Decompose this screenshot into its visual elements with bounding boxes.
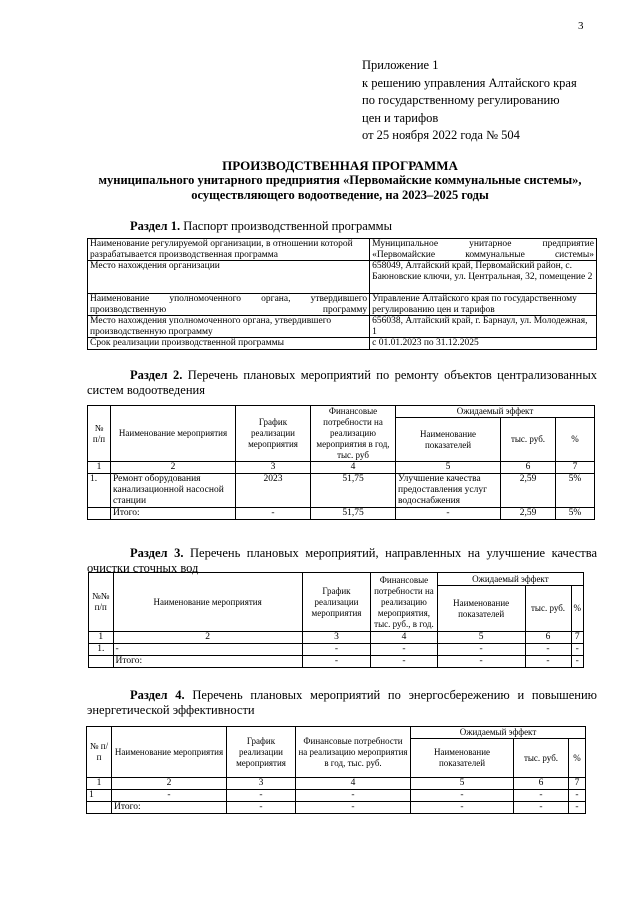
- section2-title: Перечень плановых мероприятий по ремонту объектов централизованных: [187, 368, 597, 382]
- cell-indicator: -: [437, 644, 525, 656]
- appendix-block: [362, 57, 577, 145]
- cell-rub: -: [514, 790, 569, 802]
- table-row: [89, 644, 584, 656]
- col-number: 5: [411, 778, 514, 790]
- cell-indicator: -: [411, 802, 514, 814]
- col-number: 6: [514, 778, 569, 790]
- section3-title: Перечень плановых мероприятий, направленных на улучшение качества: [190, 546, 597, 560]
- cell-finance: 51,75: [311, 474, 396, 508]
- col-header-indicator: Наименование показателей: [437, 586, 525, 632]
- section3-title-cont: очистки сточных вод: [87, 561, 199, 575]
- cell-rub: 2,59: [501, 508, 556, 520]
- col-number: 1: [89, 632, 114, 644]
- appendix-line: от 25 ноября 2022 года № 504: [362, 128, 520, 142]
- table-row: [88, 462, 595, 474]
- col-number: 3: [302, 632, 370, 644]
- cell-name: Ремонт оборудования канализационной насосной станции: [111, 474, 236, 508]
- table-header-row: [87, 727, 586, 739]
- cell-indicator: -: [437, 656, 525, 668]
- col-header-pct: %: [556, 418, 595, 462]
- col-header-no: №№ п/п: [89, 573, 114, 632]
- cell-rub: 2,59: [501, 474, 556, 508]
- cell-no: 1.: [89, 644, 114, 656]
- col-number: 2: [113, 632, 302, 644]
- col-number: 6: [501, 462, 556, 474]
- col-header-rub: тыс. руб.: [514, 739, 569, 778]
- col-number: 4: [311, 462, 396, 474]
- col-header-finance: Финансовые потребности на реализацию мероприятия в год, тыс. руб.: [296, 727, 411, 778]
- passport-value: 656038, Алтайский край, г. Барнаул, ул. Молодежная, 1: [370, 316, 597, 338]
- table-row: [89, 632, 584, 644]
- table-row: [87, 778, 586, 790]
- cell-pct: 5%: [556, 474, 595, 508]
- table-header-row: [89, 573, 584, 586]
- col-header-rub: тыс. руб.: [525, 586, 571, 632]
- col-header-effect: Ожидаемый эффект: [396, 406, 595, 418]
- cell-no: 1.: [88, 474, 111, 508]
- section1-title: Паспорт производственной программы: [183, 219, 392, 233]
- page-number: 3: [578, 20, 584, 32]
- cell-finance: -: [296, 802, 411, 814]
- col-header-name: Наименование мероприятия: [112, 727, 227, 778]
- cell-finance: -: [371, 656, 438, 668]
- cell-pct: -: [569, 802, 586, 814]
- cell-pct: -: [571, 656, 584, 668]
- section4-title: Перечень плановых мероприятий по энергосбережению и повышению: [192, 688, 598, 702]
- passport-value: 658049, Алтайский край, Первомайский район, с. Баюновские ключи, ул. Центральная, 32, помещение 2: [370, 261, 597, 294]
- section4-title-cont: энергетической эффективности: [87, 703, 255, 717]
- col-number: 4: [371, 632, 438, 644]
- col-header-schedule: График реализации мероприятия: [236, 406, 311, 462]
- table-total-row: [88, 508, 595, 520]
- cell-pct: -: [569, 790, 586, 802]
- table-row: [88, 338, 597, 350]
- col-number: 7: [556, 462, 595, 474]
- col-header-name: Наименование мероприятия: [113, 573, 302, 632]
- section3-number: Раздел 3.: [130, 546, 184, 560]
- document-subtitle: осуществляющего водоотведение, на 2023–2025 годы: [191, 188, 489, 202]
- table-header-row: [88, 406, 595, 418]
- passport-label: Наименование уполномоченного органа, утвердившего производственную программу: [88, 294, 370, 316]
- cell-indicator: -: [411, 790, 514, 802]
- section4-heading: [87, 688, 597, 718]
- passport-label: Место нахождения уполномоченного органа, утвердившего производственную программу: [88, 316, 370, 338]
- cell-pct: -: [571, 644, 584, 656]
- cell-schedule: -: [302, 644, 370, 656]
- table-total-row: [89, 656, 584, 668]
- cell-name: -: [113, 644, 302, 656]
- document-title: ПРОИЗВОДСТВЕННАЯ ПРОГРАММА: [222, 158, 458, 173]
- section4-number: Раздел 4.: [130, 688, 185, 702]
- section1-heading: [130, 219, 392, 234]
- passport-label: Срок реализации производственной программы: [88, 338, 370, 350]
- col-header-effect: Ожидаемый эффект: [411, 727, 586, 739]
- col-header-finance: Финансовые потребности на реализацию мероприятия, тыс. руб., в год.: [371, 573, 438, 632]
- cell-schedule: 2023: [236, 474, 311, 508]
- passport-value: с 01.01.2023 по 31.12.2025: [370, 338, 597, 350]
- section2-table: [87, 405, 595, 520]
- col-number: 4: [296, 778, 411, 790]
- cell-no: [88, 508, 111, 520]
- cell-finance: 51,75: [311, 508, 396, 520]
- col-number: 2: [112, 778, 227, 790]
- col-number: 5: [396, 462, 501, 474]
- cell-indicator: Улучшение качества предоставления услуг водоснабжения: [396, 474, 501, 508]
- total-label: Итого:: [112, 802, 227, 814]
- table-row: [88, 316, 597, 338]
- col-number: 1: [87, 778, 112, 790]
- cell-no: [89, 656, 114, 668]
- col-number: 2: [111, 462, 236, 474]
- cell-schedule: -: [302, 656, 370, 668]
- col-header-pct: %: [571, 586, 584, 632]
- table-total-row: [87, 802, 586, 814]
- cell-rub: -: [525, 644, 571, 656]
- col-header-rub: тыс. руб.: [501, 418, 556, 462]
- section2-title-cont: систем водоотведения: [87, 383, 205, 397]
- cell-schedule: -: [227, 802, 296, 814]
- col-header-indicator: Наименование показателей: [396, 418, 501, 462]
- cell-schedule: -: [236, 508, 311, 520]
- cell-finance: -: [371, 644, 438, 656]
- cell-rub: -: [514, 802, 569, 814]
- col-number: 6: [525, 632, 571, 644]
- col-header-effect: Ожидаемый эффект: [437, 573, 583, 586]
- col-header-no: № п/п: [88, 406, 111, 462]
- section3-table: [88, 572, 584, 668]
- col-number: 3: [227, 778, 296, 790]
- cell-schedule: -: [227, 790, 296, 802]
- section2-heading: [87, 368, 597, 398]
- col-header-pct: %: [569, 739, 586, 778]
- appendix-line: по государственному регулированию: [362, 93, 560, 107]
- passport-label: Место нахождения организации: [88, 261, 370, 294]
- col-header-finance: Финансовые потребности на реализацию мероприятия в год, тыс. руб: [311, 406, 396, 462]
- total-label: Итого:: [111, 508, 236, 520]
- col-number: 3: [236, 462, 311, 474]
- table-row: [87, 790, 586, 802]
- table-row: [88, 294, 597, 316]
- passport-table: [87, 238, 597, 350]
- passport-value: Муниципальное унитарное предприятие «Первомайские коммунальные системы»: [370, 239, 597, 261]
- table-row: [88, 474, 595, 508]
- col-number: 7: [569, 778, 586, 790]
- col-number: 7: [571, 632, 584, 644]
- table-row: [88, 239, 597, 261]
- appendix-line: к решению управления Алтайского края: [362, 75, 577, 90]
- cell-finance: -: [296, 790, 411, 802]
- col-number: 5: [437, 632, 525, 644]
- cell-name: -: [112, 790, 227, 802]
- col-header-no: № п/п: [87, 727, 112, 778]
- cell-indicator: -: [396, 508, 501, 520]
- appendix-line: Приложение 1: [362, 58, 439, 72]
- col-number: 1: [88, 462, 111, 474]
- cell-rub: -: [525, 656, 571, 668]
- section2-number: Раздел 2.: [130, 368, 183, 382]
- cell-pct: 5%: [556, 508, 595, 520]
- document-subtitle: муниципального унитарного предприятия «Первомайские коммунальные системы»,: [98, 173, 582, 187]
- col-header-schedule: График реализации мероприятия: [227, 727, 296, 778]
- cell-no: [87, 802, 112, 814]
- passport-value: Управление Алтайского края по государственному регулированию цен и тарифов: [370, 294, 597, 316]
- appendix-line: цен и тарифов: [362, 110, 439, 125]
- col-header-schedule: График реализации мероприятия: [302, 573, 370, 632]
- col-header-name: Наименование мероприятия: [111, 406, 236, 462]
- section4-table: [86, 726, 586, 814]
- total-label: Итого:: [113, 656, 302, 668]
- cell-no: 1: [87, 790, 112, 802]
- section1-number: Раздел 1.: [130, 219, 181, 233]
- table-row: [88, 261, 597, 294]
- passport-label: Наименование регулируемой организации, в отношении которой разрабатывается производственная программа: [88, 239, 370, 261]
- col-header-indicator: Наименование показателей: [411, 739, 514, 778]
